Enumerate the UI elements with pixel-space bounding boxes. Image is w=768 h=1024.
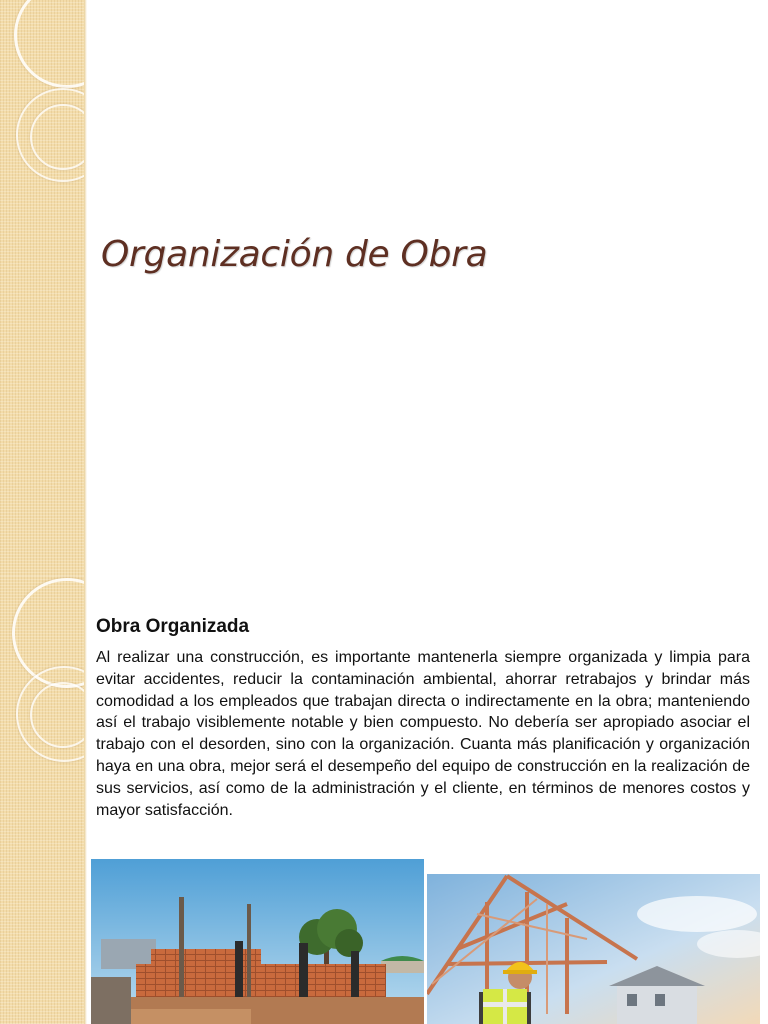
brick-construction-site-photo xyxy=(91,859,424,1024)
body-paragraph: Al realizar una construcción, es importante mantenerla siempre organizada y limpia para evitar accidentes, reducir la contaminación ambiental, ahorrar retrabajos y brindar más comodidad a los empleados que trabajan directa o indirectamente en la obra; manteniendo así el trabajo visiblemente notable y bien compuesto. No debería ser apropiado asociar el trabajo con el desorden, sino con la organización. Cuanta más planificación y organización haya en una obra, mejor será el desempeño del equipo de construcción en la realización de sus servicios, así como de la administración y el cliente, en términos de menores costos y mayor satisfacción. xyxy=(96,649,750,819)
side-panel-edge xyxy=(84,0,87,576)
side-panel-edge xyxy=(84,576,87,1024)
content-slide xyxy=(0,576,768,1024)
roof-truss-worker-photo xyxy=(427,874,760,1024)
decorative-ring-icon xyxy=(14,0,84,88)
slide-title: Organización de Obra xyxy=(101,234,488,275)
section-heading: Obra Organizada xyxy=(96,616,250,637)
decorative-side-panel xyxy=(0,0,84,576)
decorative-side-panel xyxy=(0,576,84,1024)
